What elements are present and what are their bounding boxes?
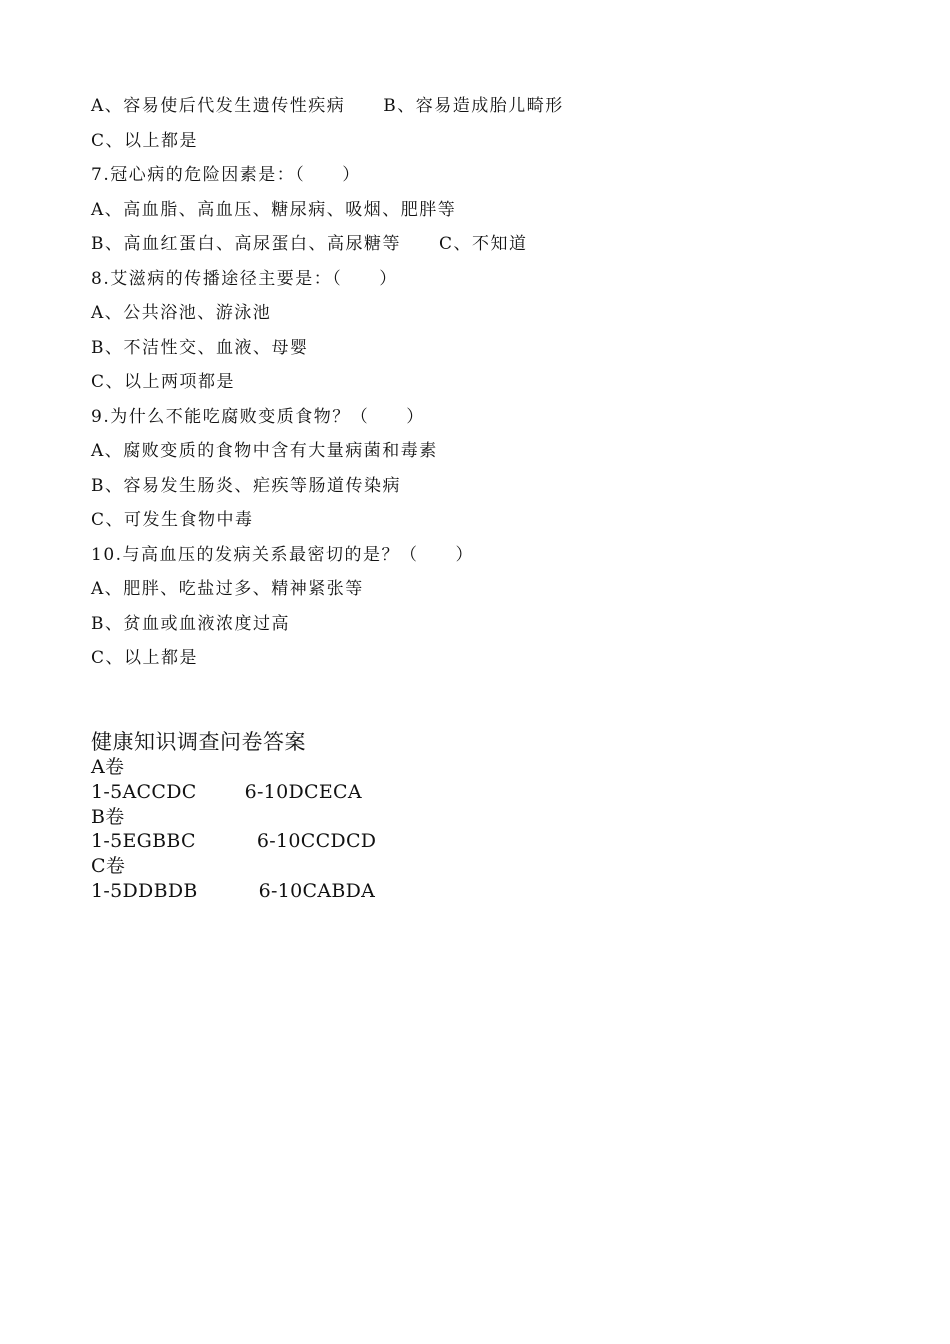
volume-b-part1: 1-5EGBBC xyxy=(91,830,196,853)
q7-option-c: C、不知道 xyxy=(439,234,528,254)
volume-c-part1: 1-5DDBDB xyxy=(91,879,198,902)
volume-b-answers xyxy=(91,829,591,854)
volume-c-answers xyxy=(91,879,591,904)
q8-option-c: C、以上两项都是 xyxy=(91,372,236,392)
volume-a-part1: 1-5ACCDC xyxy=(91,780,197,803)
q7-option-a: A、高血脂、高血压、糖尿病、吸烟、肥胖等 xyxy=(91,199,457,220)
q10-question: 10.与高血压的发病关系最密切的是？（ ） xyxy=(91,544,475,565)
q8-option-a: A、公共浴池、游泳池 xyxy=(91,303,272,323)
q9-option-b: B、容易发生肠炎、疟疾等肠道传染病 xyxy=(91,475,401,496)
q6-option-a: A、容易使后代发生遗传性疾病 xyxy=(91,96,346,116)
volume-c-part2: 6-10CABDA xyxy=(258,879,376,902)
q10-option-a: A、肥胖、吃盐过多、精神紧张等 xyxy=(91,579,364,599)
quiz-section xyxy=(91,93,871,680)
volume-a-label: A卷 xyxy=(91,756,125,778)
q9-question: 9.为什么不能吃腐败变质食物？（ ） xyxy=(91,406,425,427)
volume-a-answers xyxy=(91,780,591,805)
volume-c-label: C卷 xyxy=(91,855,126,878)
q10-option-b: B、贫血或血液浓度过高 xyxy=(91,613,290,634)
q9-option-a: A、腐败变质的食物中含有大量病菌和毒素 xyxy=(91,441,438,461)
q8-option-b: B、不洁性交、血液、母婴 xyxy=(91,337,309,358)
q7-option-b: B、高血红蛋白、高尿蛋白、高尿糖等 xyxy=(91,234,401,254)
q6-options-ab xyxy=(91,93,871,128)
q9-option-c: C、可发生食物中毒 xyxy=(91,510,254,530)
q6-option-c: C、以上都是 xyxy=(91,130,199,151)
volume-a-part2: 6-10DCECA xyxy=(244,780,362,803)
q7-options-bc xyxy=(91,231,871,266)
answer-key-title: 健康知识调查问卷答案 xyxy=(91,730,306,754)
q8-question: 8.艾滋病的传播途径主要是：（ ） xyxy=(91,268,398,289)
volume-b-label: B卷 xyxy=(91,805,125,828)
q7-question: 7.冠心病的危险因素是：（ ） xyxy=(91,165,361,185)
q6-option-b: B、容易造成胎儿畸形 xyxy=(383,96,564,116)
answer-key-section xyxy=(91,729,591,904)
volume-b-part2: 6-10CCDCD xyxy=(256,830,377,853)
q10-option-c: C、以上都是 xyxy=(91,648,199,668)
